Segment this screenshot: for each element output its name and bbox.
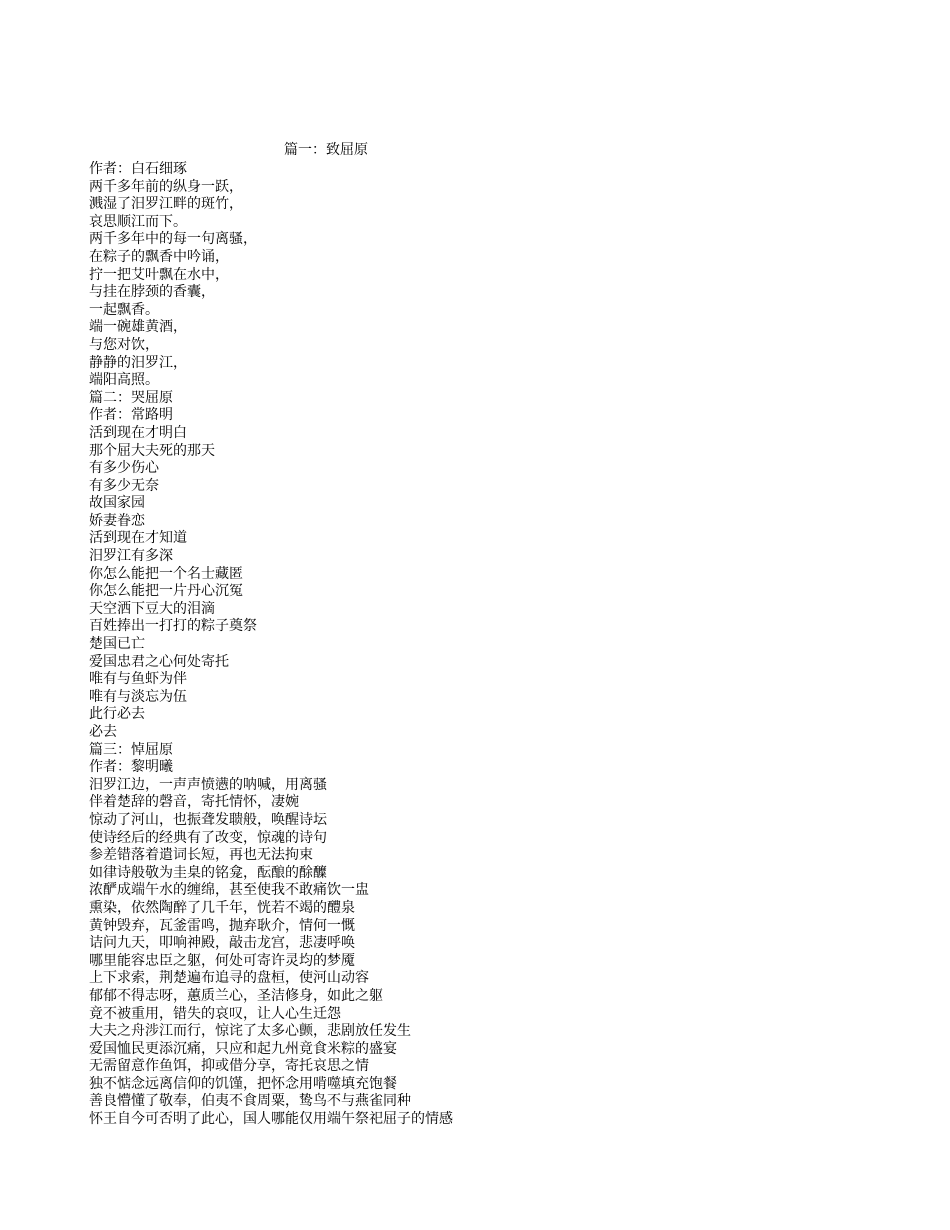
text-line: 篇三：悼屈原 — [89, 741, 173, 758]
text-line: 与挂在脖颈的香囊， — [89, 284, 215, 301]
text-line: 参差错落着遣词长短，再也无法拘束 — [89, 847, 313, 864]
text-line: 上下求索，荆楚遍布追寻的盘桓，使河山动容 — [89, 970, 369, 987]
text-line: 伴着楚辞的磬音，寄托情怀，凄婉 — [89, 794, 299, 811]
text-line: 活到现在才知道 — [89, 530, 187, 547]
text-line: 竟不被重用，错失的哀叹，让人心生迁怨 — [89, 1005, 341, 1022]
document-title: 篇一：致屈原 — [284, 142, 368, 158]
text-line: 此行必去 — [89, 706, 145, 723]
text-line: 在粽子的飘香中吟诵， — [89, 248, 229, 265]
text-line: 怀王自今可否明了此心，国人哪能仅用端午祭祀屈子的情感 — [89, 1111, 453, 1128]
text-line: 楚国已亡 — [89, 636, 145, 653]
text-line: 诘问九天，叩响神殿，敲击龙宫，悲凄呼唤 — [89, 935, 355, 952]
document-body — [89, 161, 849, 1129]
text-line: 汨罗江有多深 — [89, 548, 173, 565]
text-line: 端阳高照。 — [89, 372, 159, 389]
text-line: 爱国忠君之心何处寄托 — [89, 653, 229, 670]
text-line: 必去 — [89, 724, 117, 740]
text-line: 有多少无奈 — [89, 477, 159, 494]
text-line: 浓酽成端午水的缠绵，甚至使我不敢痛饮一盅 — [89, 882, 369, 899]
text-line: 无需留意作鱼饵，抑或借分享，寄托哀思之情 — [89, 1058, 369, 1075]
text-line: 两千多年中的每一句离骚， — [89, 231, 257, 248]
text-line: 郁郁不得志呀，蕙质兰心，圣洁修身，如此之躯 — [89, 987, 383, 1004]
text-line: 如律诗般敬为圭臬的铭龛，酝酿的酴醾 — [89, 864, 327, 881]
text-line: 端一碗雄黄酒， — [89, 319, 187, 336]
text-line: 故国家园 — [89, 495, 145, 512]
text-line: 有多少伤心 — [89, 460, 159, 477]
text-line: 使诗经后的经典有了改变，惊魂的诗句 — [89, 829, 327, 846]
text-line: 独不惦念远离信仰的饥馑，把怀念用啃噬填充饱餐 — [89, 1075, 397, 1092]
text-line: 天空洒下豆大的泪滴 — [89, 600, 215, 617]
text-line: 哀思顺江而下。 — [89, 213, 187, 230]
text-line: 与您对饮， — [89, 336, 159, 353]
text-line: 唯有与淡忘为伍 — [89, 688, 187, 705]
text-line: 溅湿了汨罗江畔的斑竹， — [89, 196, 243, 213]
text-line: 善良懵懂了敬奉，伯夷不食周粟，鸷鸟不与燕雀同种 — [89, 1093, 411, 1110]
text-line: 你怎么能把一个名士藏匿 — [89, 565, 243, 582]
text-line: 作者：白石细琢 — [89, 161, 187, 177]
text-line: 两千多年前的纵身一跃， — [89, 178, 243, 195]
text-line: 熏染，依然陶醉了几千年，恍若不竭的醴泉 — [89, 899, 355, 916]
text-line: 娇妻眷恋 — [89, 512, 145, 529]
text-line: 活到现在才明白 — [89, 424, 187, 441]
text-line: 篇二：哭屈原 — [89, 389, 173, 406]
text-line: 惊动了河山，也振聋发聩般，唤醒诗坛 — [89, 811, 327, 828]
text-line: 黄钟毁弃，瓦釜雷鸣，抛弃耿介，情何一慨 — [89, 917, 355, 934]
text-line: 汨罗江边，一声声愤懑的呐喊，用离骚 — [89, 776, 327, 793]
text-line: 你怎么能把一片丹心沉冤 — [89, 583, 243, 600]
text-line: 大夫之舟涉江而行，惊诧了太多心颤，悲剧放任发生 — [89, 1023, 411, 1040]
text-line: 爱国恤民更添沉痛，只应和起九州竟食米粽的盛宴 — [89, 1040, 397, 1057]
text-line: 作者：黎明曦 — [89, 759, 173, 776]
text-line: 那个屈大夫死的那天 — [89, 442, 215, 459]
text-line: 一起飘香。 — [89, 301, 159, 318]
text-line: 唯有与鱼虾为伴 — [89, 671, 187, 688]
text-line: 作者：常路明 — [89, 407, 173, 424]
text-line: 百姓捧出一打打的粽子奠祭 — [89, 618, 257, 635]
text-line: 哪里能容忠臣之躯，何处可寄许灵均的梦魇 — [89, 952, 355, 969]
text-line: 静静的汨罗江， — [89, 354, 187, 371]
text-line: 拧一把艾叶飘在水中， — [89, 266, 229, 283]
